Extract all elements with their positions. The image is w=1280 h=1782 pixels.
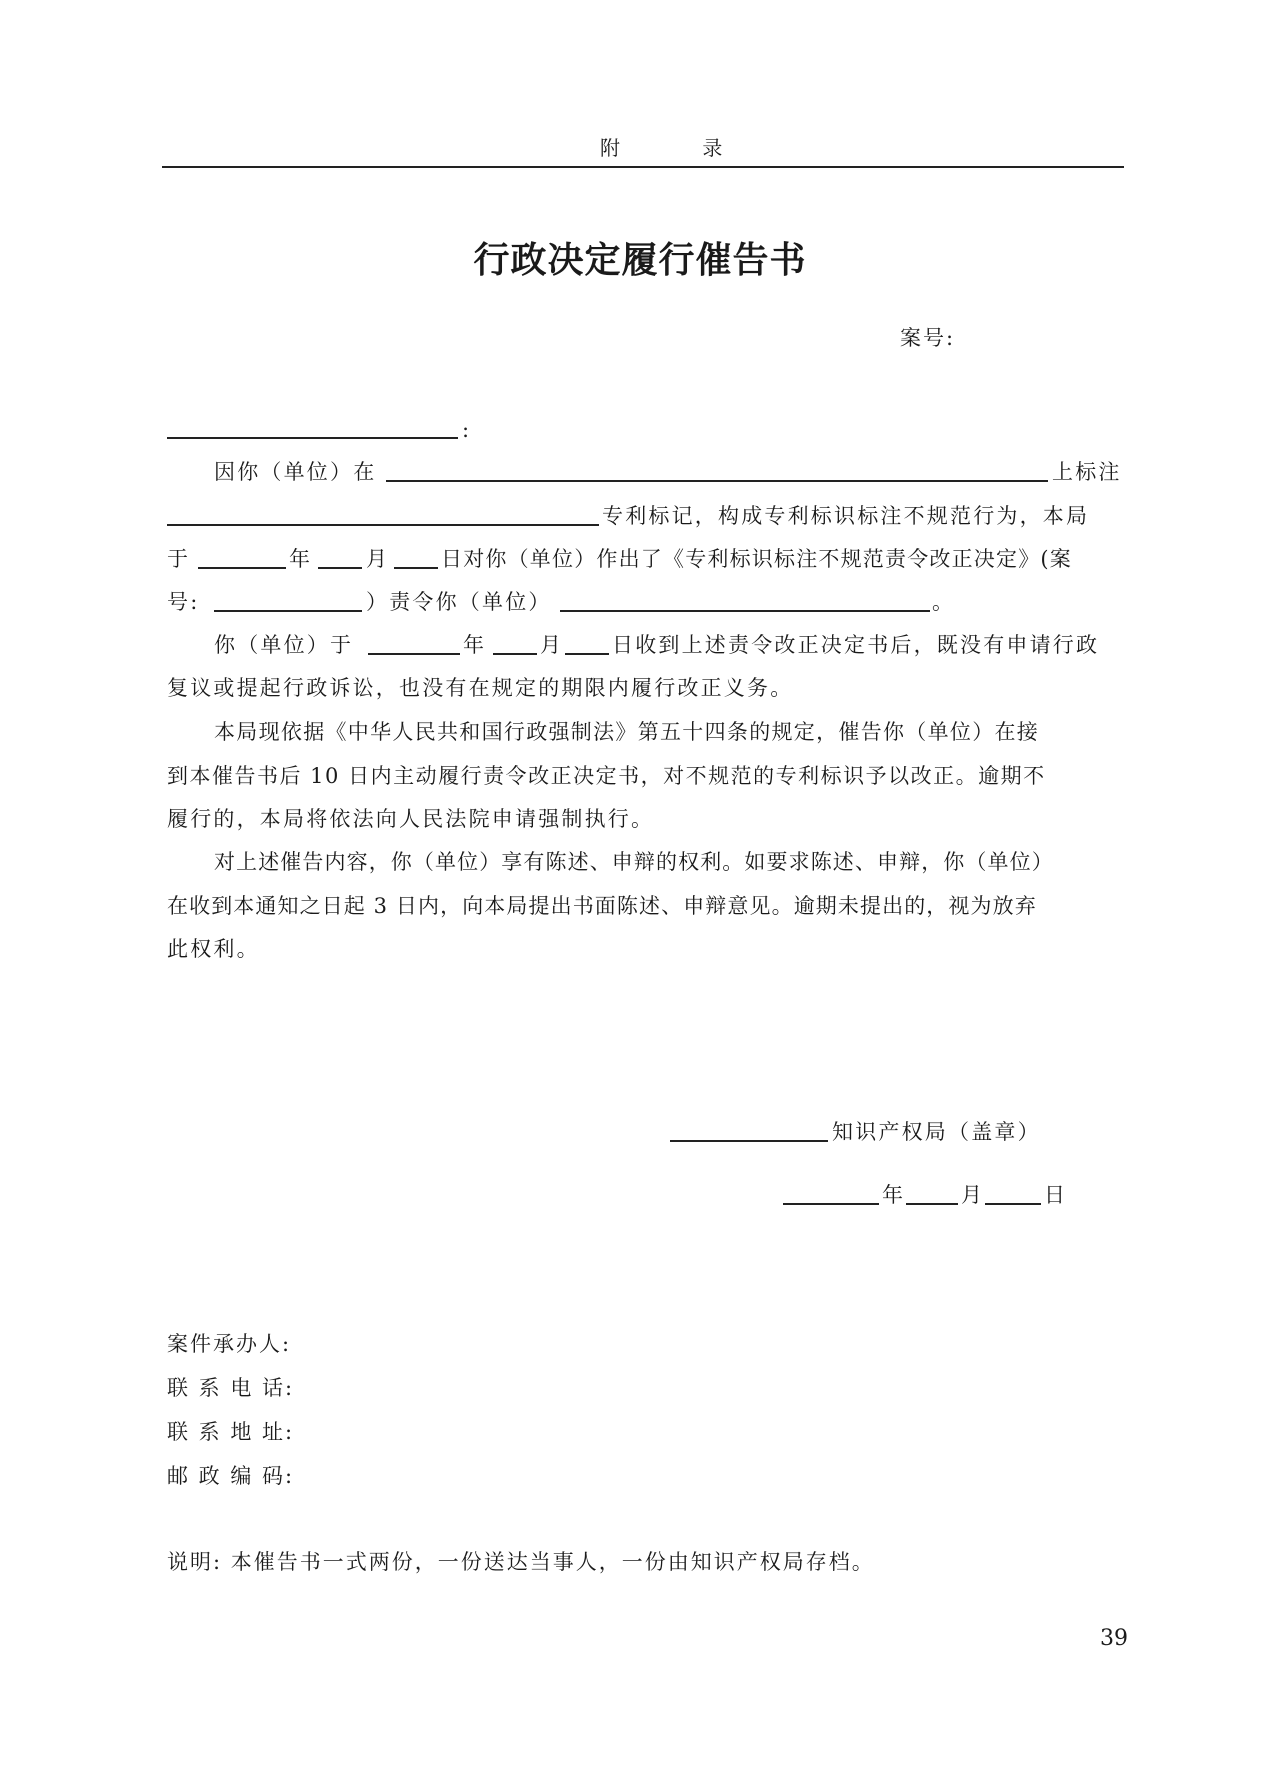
p1-text-a: 因你（单位）在 xyxy=(214,460,377,484)
p1-text-ri: 日对你（单位）作出了《专利标识标注不规范责令改正决定》(案 xyxy=(441,547,1072,571)
p2-blank-month xyxy=(493,653,537,655)
p1-blank-month xyxy=(318,567,362,569)
p2-text-b: 年 xyxy=(463,633,487,657)
addressee-colon: : xyxy=(462,418,472,442)
p1-text-mid: ）责令你（单位） xyxy=(366,590,552,614)
signature-ri: 日 xyxy=(1044,1183,1068,1207)
p1-blank-mark xyxy=(167,524,599,526)
p1-text-b: 上标注 xyxy=(1052,460,1122,484)
p1-blank-year xyxy=(198,567,286,569)
page-number: 39 xyxy=(1100,1626,1128,1651)
p1-blank-case-no xyxy=(214,610,362,612)
p1-blank-order xyxy=(560,610,930,612)
signature-nian: 年 xyxy=(882,1183,906,1207)
signature-blank-day xyxy=(985,1203,1041,1205)
p1-text-hao: 号: xyxy=(167,590,200,614)
case-number-label: 案号: xyxy=(900,326,956,350)
contact-postcode-label: 邮 政 编 码: xyxy=(167,1464,295,1488)
p3-line-3: 履行的，本局将依法向人民法院申请强制执行。 xyxy=(167,807,655,831)
p4-line-3: 此权利。 xyxy=(167,937,260,961)
explanatory-note: 说明: 本催告书一式两份，一份送达当事人，一份由知识产权局存档。 xyxy=(167,1550,875,1574)
p2-blank-day xyxy=(565,653,609,655)
p4-line-1: 对上述催告内容，你（单位）享有陈述、申辩的权利。如要求陈述、申辩，你（单位） xyxy=(214,850,1054,874)
signature-yue: 月 xyxy=(961,1183,985,1207)
addressee-blank xyxy=(167,437,458,439)
p2-blank-year xyxy=(368,653,460,655)
signature-blank-year xyxy=(783,1203,879,1205)
p2-text-a: 你（单位）于 xyxy=(214,633,354,657)
p1-text-yue: 月 xyxy=(366,547,390,571)
p1-text-yu: 于 xyxy=(167,547,191,571)
signature-blank-office xyxy=(670,1140,828,1142)
p3-line-1: 本局现依据《中华人民共和国行政强制法》第五十四条的规定，催告你（单位）在接 xyxy=(214,720,1040,744)
p1-text-end: 。 xyxy=(932,590,956,614)
header-rule xyxy=(162,166,1124,168)
p1-text-c: 专利标记，构成专利标识标注不规范行为，本局 xyxy=(602,504,1090,528)
signature-office: 知识产权局（盖章） xyxy=(832,1120,1041,1144)
signature-blank-month xyxy=(906,1203,958,1205)
contact-handler-label: 案件承办人: xyxy=(167,1332,292,1356)
p1-blank-product xyxy=(386,480,1048,482)
p1-blank-day xyxy=(394,567,438,569)
p2-text-e: 复议或提起行政诉讼，也没有在规定的期限内履行改正义务。 xyxy=(167,676,794,700)
p1-text-nian: 年 xyxy=(289,547,313,571)
p4-line-2: 在收到本通知之日起 3 日内，向本局提出书面陈述、申辩意见。逾期未提出的，视为放弃 xyxy=(167,894,1037,918)
contact-address-label: 联 系 地 址: xyxy=(167,1420,295,1444)
contact-phone-label: 联 系 电 话: xyxy=(167,1376,295,1400)
p2-text-d: 日收到上述责令改正决定书后，既没有申请行政 xyxy=(612,633,1100,657)
p3-line-2: 到本催告书后 10 日内主动履行责令改正决定书，对不规范的专利标识予以改正。逾期不 xyxy=(167,764,1046,788)
document-title: 行政决定履行催告书 xyxy=(473,239,807,281)
running-header: 附 录 xyxy=(600,136,761,160)
p2-text-c: 月 xyxy=(540,633,564,657)
